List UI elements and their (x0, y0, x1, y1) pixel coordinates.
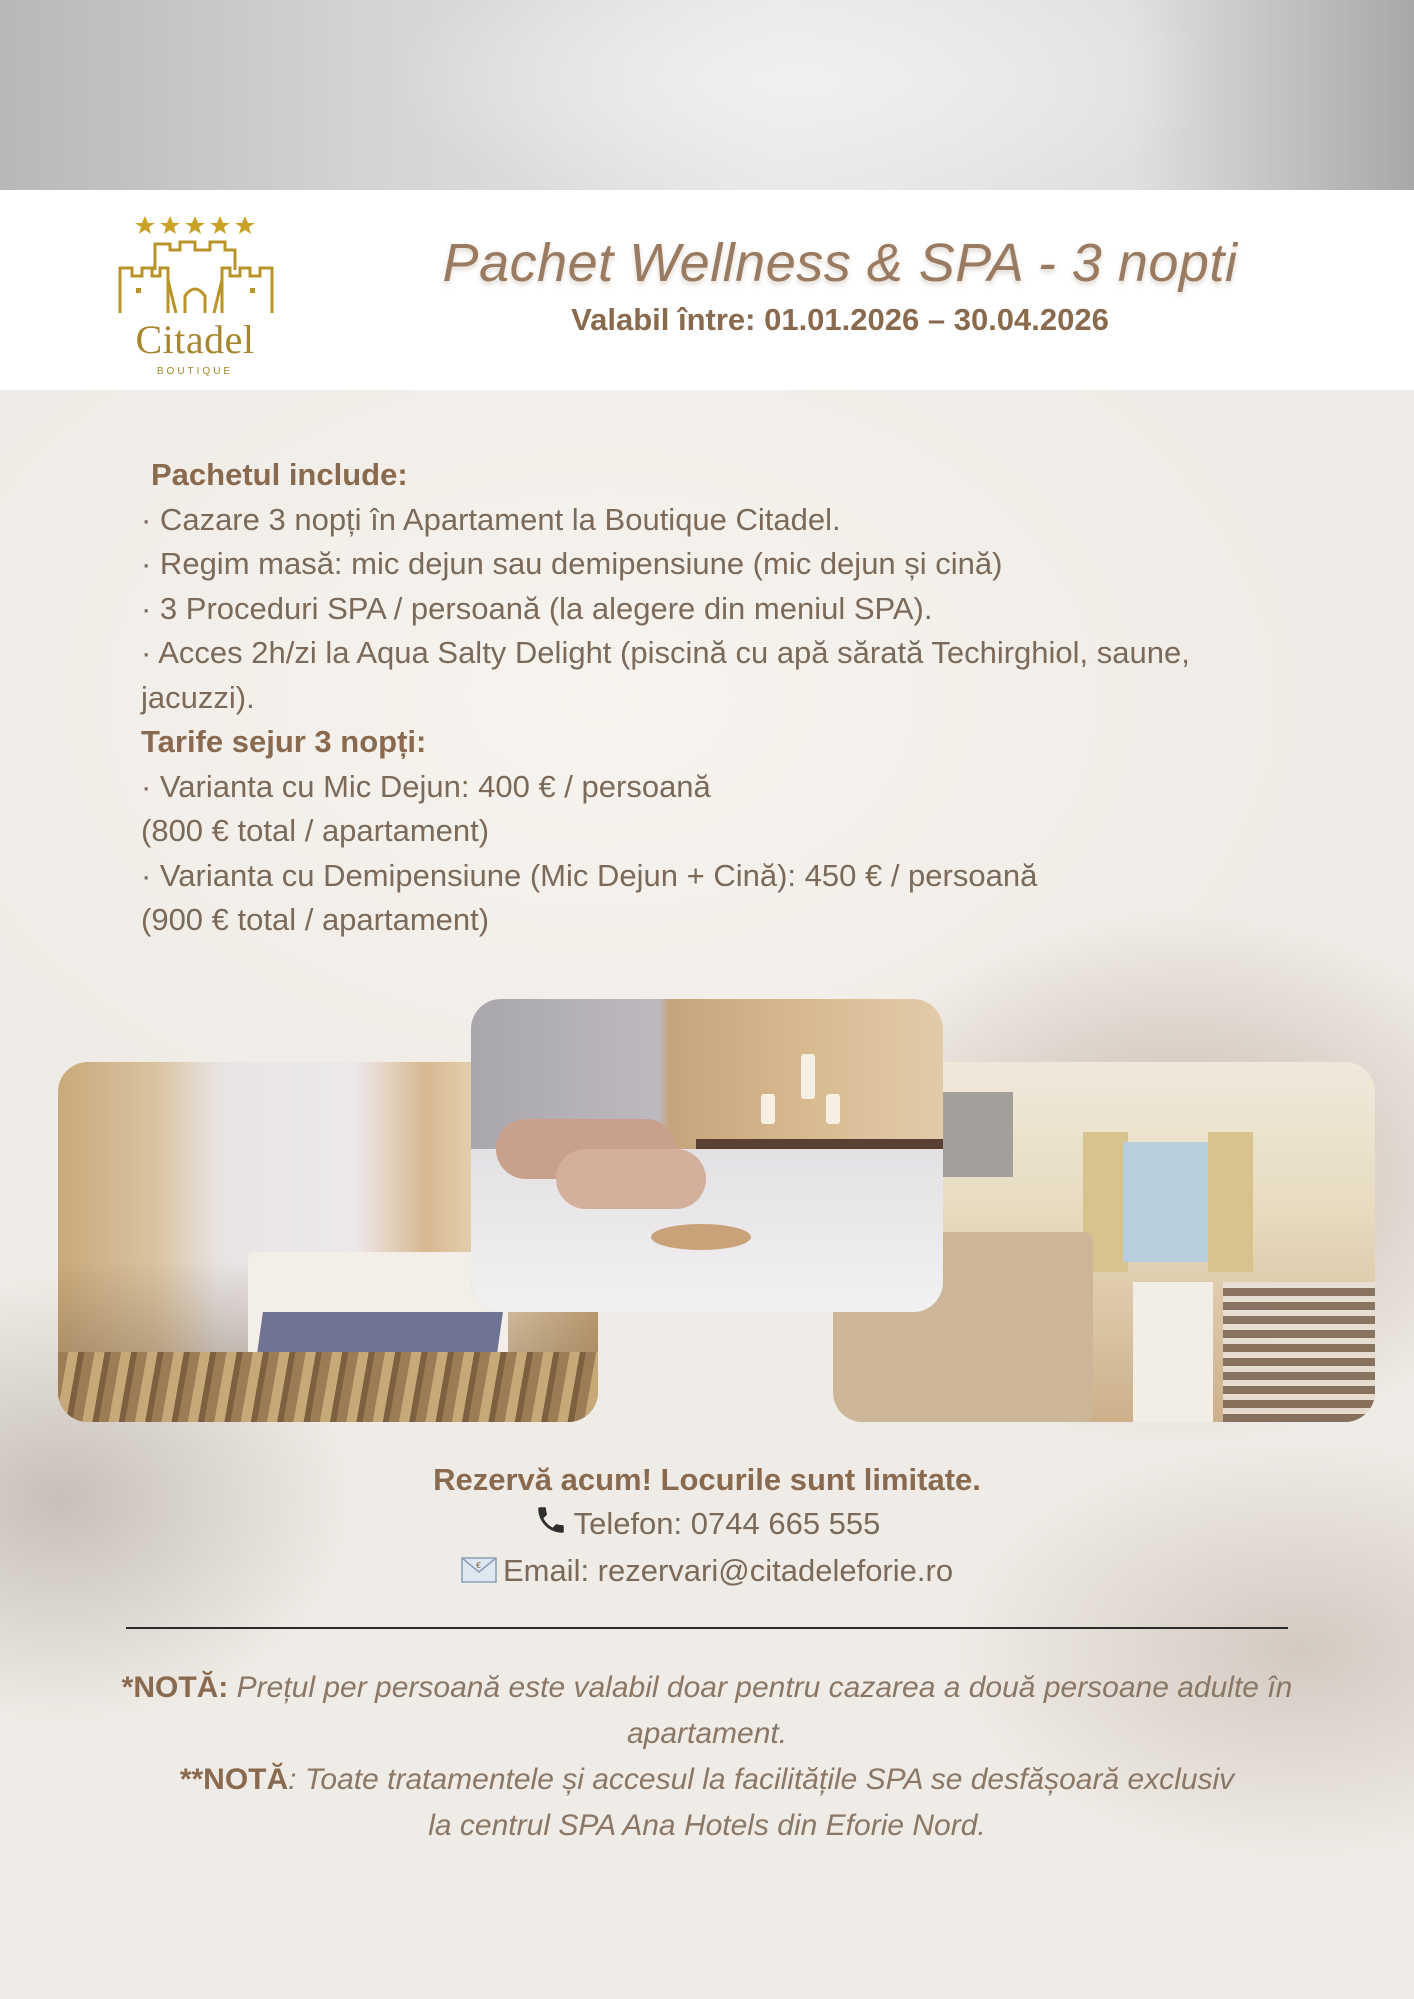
validity-dates: Valabil între: 01.01.2026 – 30.04.2026 (571, 302, 1109, 337)
star-icon (235, 216, 255, 234)
divider (126, 1627, 1288, 1629)
portrait-shape (943, 1092, 1013, 1177)
note-2 (120, 1757, 1294, 1849)
cta-heading: Rezervă acum! Locurile sunt limitate. (433, 1462, 981, 1497)
rate-total: (900 € total / apartament) (141, 902, 490, 937)
include-item: · 3 Proceduri SPA / persoană (la alegere din meniul SPA). (141, 590, 933, 626)
include-item: · Acces 2h/zi la Aqua Salty Delight (piscină cu apă sărată Techirghiol, saune, jacuzzi). (141, 635, 1190, 715)
rate-line: · Varianta cu Demipensiune (Mic Dejun + Cină): 450 € / persoană (141, 857, 1038, 893)
svg-text:€: € (475, 1560, 482, 1570)
floor-shape (58, 1352, 598, 1422)
email-address[interactable]: Email: rezervari@citadeleforie.ro (502, 1552, 954, 1588)
table-shape (1133, 1282, 1213, 1422)
package-details (141, 453, 1291, 943)
phone-icon (534, 1503, 568, 1549)
star-icon (135, 216, 155, 234)
header (0, 190, 1414, 390)
note-1-text: Prețul per persoană este valabil doar pentru cazarea a două persoane adulte în apartament. (228, 1671, 1293, 1750)
candle-shape (761, 1094, 775, 1124)
phone-number[interactable]: Telefon: 0744 665 555 (573, 1506, 881, 1541)
candle-shape (826, 1094, 840, 1124)
include-item: · Cazare 3 nopți în Apartament la Boutique Citadel. (141, 501, 841, 537)
rates-heading: Tarife sejur 3 nopți: (141, 724, 427, 759)
citadel-logo (100, 208, 290, 378)
page-title: Pachet Wellness & SPA - 3 nopti (442, 233, 1238, 293)
candle-bowl-shape (651, 1224, 751, 1250)
phone-line (0, 1502, 1414, 1549)
call-to-action (0, 1458, 1414, 1595)
email-line (0, 1549, 1414, 1595)
curtain-shape (1208, 1132, 1253, 1272)
candle-shape (801, 1054, 815, 1099)
top-background-band (0, 0, 1414, 190)
spa-photo (471, 999, 943, 1312)
note-1-label: *NOTĂ: (121, 1671, 229, 1704)
note-2-text: : Toate tratamentele și accesul la facilitățile SPA se desfășoară exclusiv la centrul SPA Ana Hotels din Eforie Nord. (288, 1763, 1235, 1842)
note-1 (120, 1665, 1294, 1757)
window-shape (1123, 1142, 1213, 1262)
include-item: · Regim masă: mic dejun sau demipensiune (mic dejun și cină) (141, 546, 1003, 581)
notes (120, 1665, 1294, 1849)
star-icon (160, 216, 180, 234)
star-icon (185, 216, 205, 234)
star-icon (210, 216, 230, 234)
logo-subtitle: BOUTIQUE (156, 366, 234, 377)
rate-line: · Varianta cu Mic Dejun: 400 € / persoană (141, 768, 711, 804)
rate-total: (800 € total / apartament) (141, 813, 490, 848)
castle-logo-icon (100, 208, 290, 318)
note-2-label: **NOTĂ (179, 1763, 289, 1796)
towel-shape (556, 1149, 706, 1209)
rug-shape (1223, 1282, 1375, 1422)
logo-name: Citadel (135, 317, 255, 362)
email-icon (461, 1551, 497, 1595)
includes-heading: Pachetul include: (151, 457, 408, 492)
